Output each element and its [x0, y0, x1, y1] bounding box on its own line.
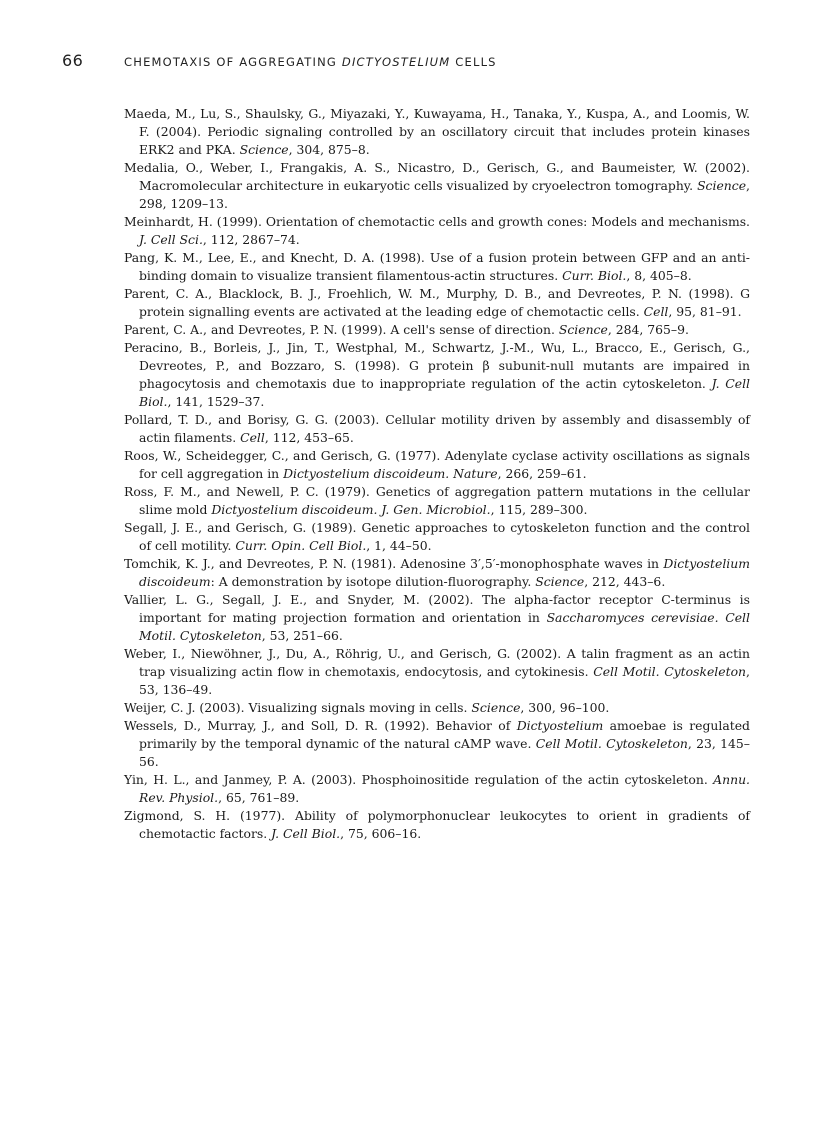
reference-italic-text: Science [471, 700, 521, 715]
reference-entry [124, 717, 750, 771]
reference-text: Vallier, L. G., Segall, J. E., and Snyder, M. (2002). The alpha-factor receptor C-terminus is important for mating projection formation and orientation in [124, 592, 750, 625]
reference-text: , 284, 765–9. [607, 322, 689, 337]
reference-entry [124, 645, 750, 699]
page-header [62, 51, 762, 73]
reference-italic-text: Curr. Opin. Cell Biol. [235, 538, 367, 553]
reference-italic-text: Science [535, 574, 585, 589]
reference-italic-text: Science [239, 142, 289, 157]
reference-text: Pang, K. M., Lee, E., and Knecht, D. A. (1998). Use of a fusion protein between GFP and an anti-binding domain to visualize transient filamentous-actin structures. [124, 250, 750, 283]
reference-text: Tomchik, K. J., and Devreotes, P. N. (1981). Adenosine 3′,5′-monophosphate waves in [124, 556, 664, 571]
reference-italic-text: Science [697, 178, 747, 193]
reference-text: Weber, I., Niewöhner, J., Du, A., Röhrig, U., and Gerisch, G. (2002). A talin fragment as an actin trap visualizing actin flow in chemotaxis, endocytosis, and cytokinesis. [124, 646, 750, 679]
reference-entry [124, 285, 750, 321]
reference-text: , 53, 251–66. [261, 628, 343, 643]
reference-entry [124, 519, 750, 555]
reference-entry [124, 771, 750, 807]
running-head-italic: DICTYOSTELIUM [341, 55, 451, 69]
reference-text: , 112, 453–65. [264, 430, 354, 445]
reference-text: , 112, 2867–74. [202, 232, 300, 247]
reference-italic-text: Dictyostelium discoideum. J. Gen. Microbiol. [211, 502, 491, 517]
reference-entry [124, 249, 750, 285]
reference-text: Pollard, T. D., and Borisy, G. G. (2003). Cellular motility driven by assembly and disassembly of actin filaments. [124, 412, 750, 445]
running-head-text: CHEMOTAXIS OF AGGREGATING [124, 55, 342, 69]
reference-italic-text: J. Cell Biol. [139, 376, 750, 409]
reference-text: , 298, 1209–13. [139, 178, 750, 211]
reference-entry [124, 447, 750, 483]
reference-italic-text: Dictyostelium [516, 718, 604, 733]
reference-italic-text: J. Cell Biol. [271, 826, 341, 841]
reference-text: , 212, 443–6. [584, 574, 666, 589]
reference-text: Medalia, O., Weber, I., Frangakis, A. S., Nicastro, D., Gerisch, G., and Baumeister, W. (2002). Macromolecular architecture in eukaryotic cells visualized by cryoelectron tomography. [124, 160, 750, 193]
reference-italic-text: Annu. Rev. Physiol. [139, 772, 750, 805]
reference-italic-text: Cell [240, 430, 265, 445]
reference-entry [124, 807, 750, 843]
reference-text: , 75, 606–16. [340, 826, 422, 841]
reference-italic-text: Curr. Biol. [562, 268, 627, 283]
reference-entry [124, 699, 750, 717]
reference-entry [124, 105, 750, 159]
reference-text: , 266, 259–61. [497, 466, 587, 481]
reference-italic-text: Cell Motil. Cytoskeleton [535, 736, 688, 751]
reference-text: , 95, 81–91. [668, 304, 742, 319]
reference-text: Ross, F. M., and Newell, P. C. (1979). Genetics of aggregation pattern mutations in the cellular slime mold [124, 484, 750, 517]
reference-text: , 53, 136–49. [139, 664, 750, 697]
reference-entry [124, 483, 750, 519]
reference-entry [124, 339, 750, 411]
reference-entry [124, 411, 750, 447]
reference-italic-text: Dictyostelium discoideum. Nature [283, 466, 498, 481]
reference-italic-text: Cell [643, 304, 669, 319]
reference-text: , 300, 96–100. [520, 700, 610, 715]
reference-text: , 23, 145–56. [139, 736, 750, 769]
reference-text: , 65, 761–89. [218, 790, 300, 805]
reference-italic-text: Cell Motil. Cytoskeleton [593, 664, 747, 679]
reference-text: Segall, J. E., and Gerisch, G. (1989). Genetic approaches to cytoskeleton function and the control of cell motility. [124, 520, 750, 553]
reference-text: Parent, C. A., and Devreotes, P. N. (1999). A cell's sense of direction. [124, 322, 559, 337]
reference-entry [124, 555, 750, 591]
reference-text: , 115, 289–300. [490, 502, 588, 517]
reference-italic-text: Dictyostelium discoideum [139, 556, 750, 589]
reference-text: : A demonstration by isotope dilution-fluorography. [210, 574, 536, 589]
reference-italic-text: Saccharomyces cerevisiae. Cell Motil. Cytoskeleton [139, 610, 750, 643]
reference-text: Yin, H. L., and Janmey, P. A. (2003). Phosphoinositide regulation of the actin cytoskeleton. [124, 772, 714, 787]
running-head [124, 55, 497, 69]
reference-text: , 141, 1529–37. [167, 394, 265, 409]
running-head-text-end: CELLS [450, 55, 497, 69]
reference-text: Meinhardt, H. (1999). Orientation of chemotactic cells and growth cones: Models and mechanisms. [124, 214, 750, 229]
reference-italic-text: Science [558, 322, 608, 337]
reference-entry [124, 591, 750, 645]
reference-text: , 1, 44–50. [366, 538, 432, 553]
page-number: 66 [62, 51, 84, 70]
reference-text: Roos, W., Scheidegger, C., and Gerisch, G. (1977). Adenylate cyclase activity oscillations as signals for cell aggregation in [124, 448, 750, 481]
reference-entry [124, 213, 750, 249]
reference-entry [124, 159, 750, 213]
reference-text: Peracino, B., Borleis, J., Jin, T., Westphal, M., Schwartz, J.-M., Wu, L., Bracco, E., Gerisch, G., Devreotes, P., and Bozzaro, S. (1998). G protein β subunit-null mutants are impaired in phagocytosis and chemotaxis due to inappropriate regulation of the actin cytoskeleton. [124, 340, 750, 391]
reference-list [124, 105, 750, 843]
reference-text: , 304, 875–8. [288, 142, 370, 157]
reference-text: Parent, C. A., Blacklock, B. J., Froehlich, W. M., Murphy, D. B., and Devreotes, P. N. (1998). G protein signalling events are activated at the leading edge of chemotactic cells. [124, 286, 750, 319]
reference-text: Maeda, M., Lu, S., Shaulsky, G., Miyazaki, Y., Kuwayama, H., Tanaka, Y., Kuspa, A., and Loomis, W. F. (2004). Periodic signaling controlled by an oscillatory circuit that includes protein kinases ERK2 and PKA. [124, 106, 750, 157]
reference-text: , 8, 405–8. [626, 268, 692, 283]
reference-text: Weijer, C. J. (2003). Visualizing signals moving in cells. [124, 700, 472, 715]
reference-italic-text: J. Cell Sci. [139, 232, 203, 247]
reference-text: Wessels, D., Murray, J., and Soll, D. R. (1992). Behavior of [124, 718, 517, 733]
reference-text: Zigmond, S. H. (1977). Ability of polymorphonuclear leukocytes to orient in gradients of chemotactic factors. [124, 808, 750, 841]
reference-text: amoebae is regulated primarily by the temporal dynamic of the natural cAMP wave. [139, 718, 750, 751]
reference-entry [124, 321, 750, 339]
